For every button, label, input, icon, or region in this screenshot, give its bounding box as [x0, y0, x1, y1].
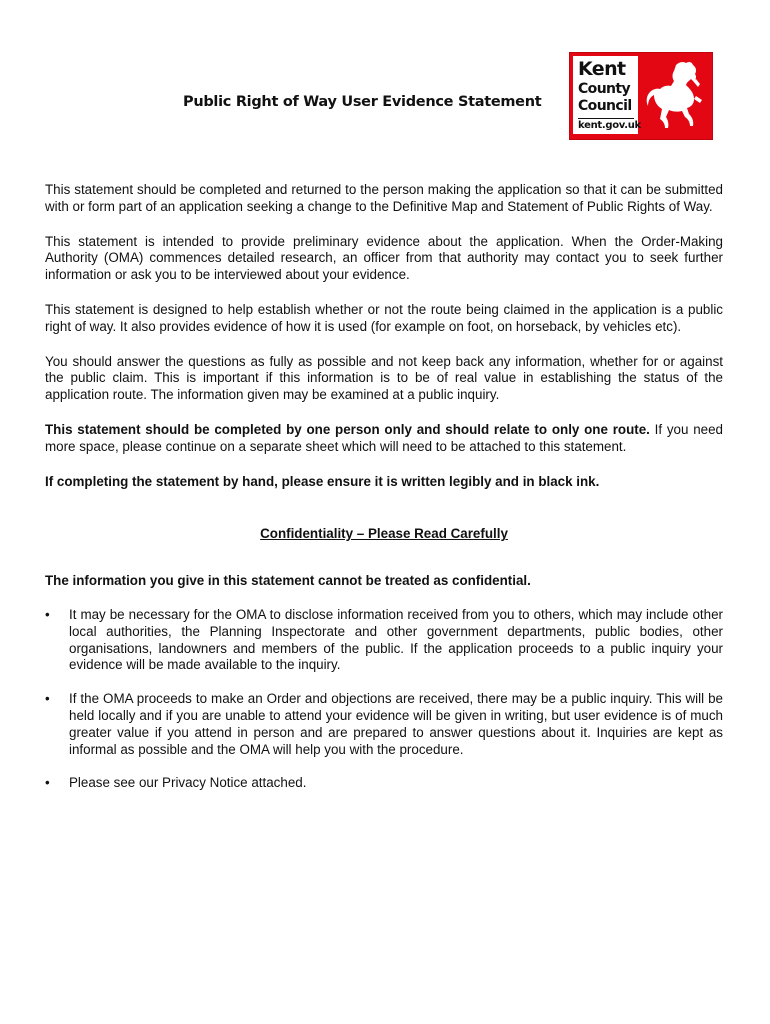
list-item-text: Please see our Privacy Notice attached.: [69, 775, 307, 791]
document-body: [45, 182, 723, 809]
list-item-text: It may be necessary for the OMA to disclose information received from you to others, which may include other local authorities, the Planning Inspectorate and other government departments, public bodies, other organisations, landowners and members of the public. If the application proceeds to a public inquiry your evidence will be made available to the inquiry.: [69, 606, 723, 673]
confidentiality-list: [45, 607, 723, 792]
logo-line-council: Council: [578, 98, 632, 114]
logo-text-panel: [573, 56, 641, 134]
paragraph-intro: This statement should be completed and returned to the person making the application so that it can be submitted with or form part of an application seeking a change to the Definitive Map and Statement of Public Rights of Way.: [45, 182, 723, 214]
logo-divider: [578, 118, 634, 119]
confidentiality-intro: The information you give in this statement cannot be treated as confidential.: [45, 573, 531, 589]
logo-line-kent: Kent: [578, 58, 626, 80]
one-person-rest: If you need more space, please continue on a separate sheet which will need to be attached to this statement.: [45, 421, 723, 454]
paragraph-purpose: This statement is designed to help establish whether or not the route being claimed in the application is a public right of way. It also provides evidence of how it is used (for example on foot, on horseback, by vehicles etc).: [45, 301, 723, 334]
paragraph-oma: This statement is intended to provide preliminary evidence about the application. When the Order-Making Authority (OMA) commences detailed research, an officer from that authority may contact you to seek further information or ask you to be interviewed about your evidence.: [45, 233, 723, 283]
bullet-icon: •: [45, 606, 50, 622]
paragraph-answer-fully: You should answer the questions as fully as possible and not keep back any information, whether for or against the public claim. This is important if this information is to be of real value in establishing the status of the application route. The information given may be examined at a public inquiry.: [45, 353, 723, 403]
one-person-emphasis: This statement should be completed by one person only and should relate to only one route.: [45, 421, 650, 437]
kent-county-council-logo: [569, 52, 713, 140]
list-item-text: If the OMA proceeds to make an Order and objections are received, there may be a public inquiry. This will be held locally and if you are unable to attend your evidence will be given in writing, but user evidence is of much greater value if you attend in person and are prepared to answer questions about it. Inquiries are kept as informal as possible and the OMA will help you with the procedure.: [69, 691, 723, 757]
logo-url: kent.gov.uk: [578, 120, 641, 131]
bullet-icon: •: [45, 691, 50, 707]
logo-line-county: County: [578, 81, 631, 97]
paragraph-one-person: [45, 422, 723, 456]
page-title: Public Right of Way User Evidence Statement: [183, 94, 542, 110]
list-item: [45, 691, 723, 758]
list-item: [45, 607, 723, 674]
white-horse-icon: [642, 59, 706, 133]
bullet-icon: •: [45, 775, 50, 791]
confidentiality-heading: Confidentiality – Please Read Carefully: [260, 526, 508, 542]
list-item: [45, 775, 723, 792]
paragraph-black-ink: If completing the statement by hand, please ensure it is written legibly and in black ink.: [45, 473, 600, 489]
